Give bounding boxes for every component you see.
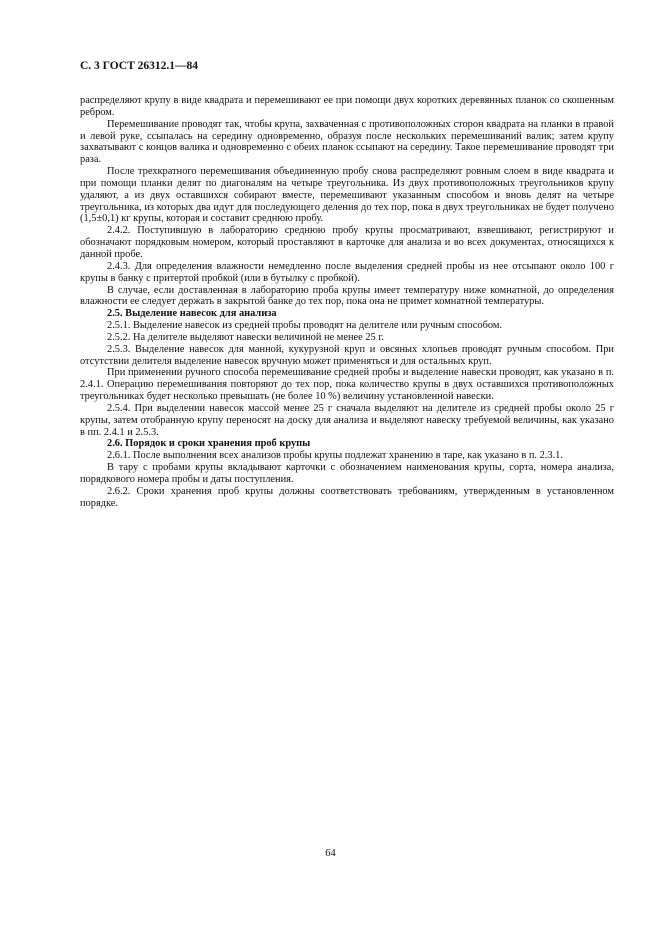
running-header: С. 3 ГОСТ 26312.1—84 [80,60,199,72]
section-heading: 2.6. Порядок и сроки хранения проб крупы [107,438,311,450]
paragraph: 2.6.1. После выполнения всех анализов пробы крупы подлежат хранению в таре, как указано в п. 2.3.1. [107,450,563,462]
paragraph: После трехкратного перемешивания объединенную пробу снова распределяют ровным слоем в виде квадрата и при помощи планки делят по диагоналям на четыре треугольника. Из двух противоположных треугольников крупу удаляют, а из двух оставшихся собирают вместе, перемешивают указанным способом и вновь делят на четыре треугольника, из которых два идут для последующего деления до тех пор, пока в двух треугольниках не будет получено (1,5±0,1) кг крупы, которая и составит среднюю пробу. [80,166,614,225]
paragraph: 2.5.2. На делителе выделяют навески величиной не менее 25 г. [107,331,385,343]
paragraph: 2.5.1. Выделение навесок из средней пробы проводят на делителе или ручным способом. [107,320,503,332]
body-text [80,95,614,510]
paragraph: 2.6.2. Сроки хранения проб крупы должны соответствовать требованиям, утвержденным в установленном порядке. [80,485,614,509]
paragraph: В тару с пробами крупы вкладывают карточки с обозначением наименования крупы, сорта, номера анализа, порядкового номера пробы и даты поступления. [80,462,614,485]
paragraph: 2.4.2. Поступившую в лабораторию среднюю пробу крупы просматривают, взвешивают, регистрируют и обозначают порядковым номером, который проставляют в карточке для анализа и во всех документах, относящихся к данной пробе. [80,225,614,260]
paragraph: 2.5.4. При выделении навесок массой менее 25 г сначала выделяют на делителе из средней пробы около 25 г крупы, затем отобранную крупу переносят на доску для анализа и выделяют навеску требуемой величины, как указано в пп. 2.4.1 и 2.5.3. [80,402,614,438]
page-number: 64 [325,848,336,859]
paragraph: В случае, если доставленная в лабораторию проба крупы имеет температуру ниже комнатной, до определения влажности ее следует держать в закрытой банке до тех пор, пока она не примет комнатной температуры. [80,284,614,308]
paragraph: 2.4.3. Для определения влажности немедленно после выделения средней пробы из нее отсыпают около 100 г крупы в банку с притертой пробкой (или в бутылку с пробкой). [80,260,614,284]
paragraph: распределяют крупу в виде квадрата и перемешивают ее при помощи двух коротких деревянных планок со скошенным ребром. [80,95,614,118]
paragraph: При применении ручного способа перемешивание средней пробы и выделение навески проводят, как указано в п. 2.4.1. Операцию перемешивания повторяют до тех пор, пока количество крупы в двух оставшихся противоположных треугольниках будет несколько превышать (не более 10 %) величину установленной навески. [80,367,614,403]
paragraph: 2.5.3. Выделение навесок для манной, кукурузной круп и овсяных хлопьев проводят ручным способом. При отсутствии делителя выделение навесок вручную может применяться и для остальных круп. [80,343,614,367]
section-heading: 2.5. Выделение навесок для анализа [107,308,277,320]
paragraph: Перемешивание проводят так, чтобы крупа, захваченная с противоположных сторон квадрата на планки в правой и левой руке, ссыпалась на середину одновременно, образуя после нескольких перемешиваний валик; затем крупу захватывают с концов валика и одновременно с обеих планок ссыпают на середину. Такое перемешивание проводят три раза. [80,118,614,166]
